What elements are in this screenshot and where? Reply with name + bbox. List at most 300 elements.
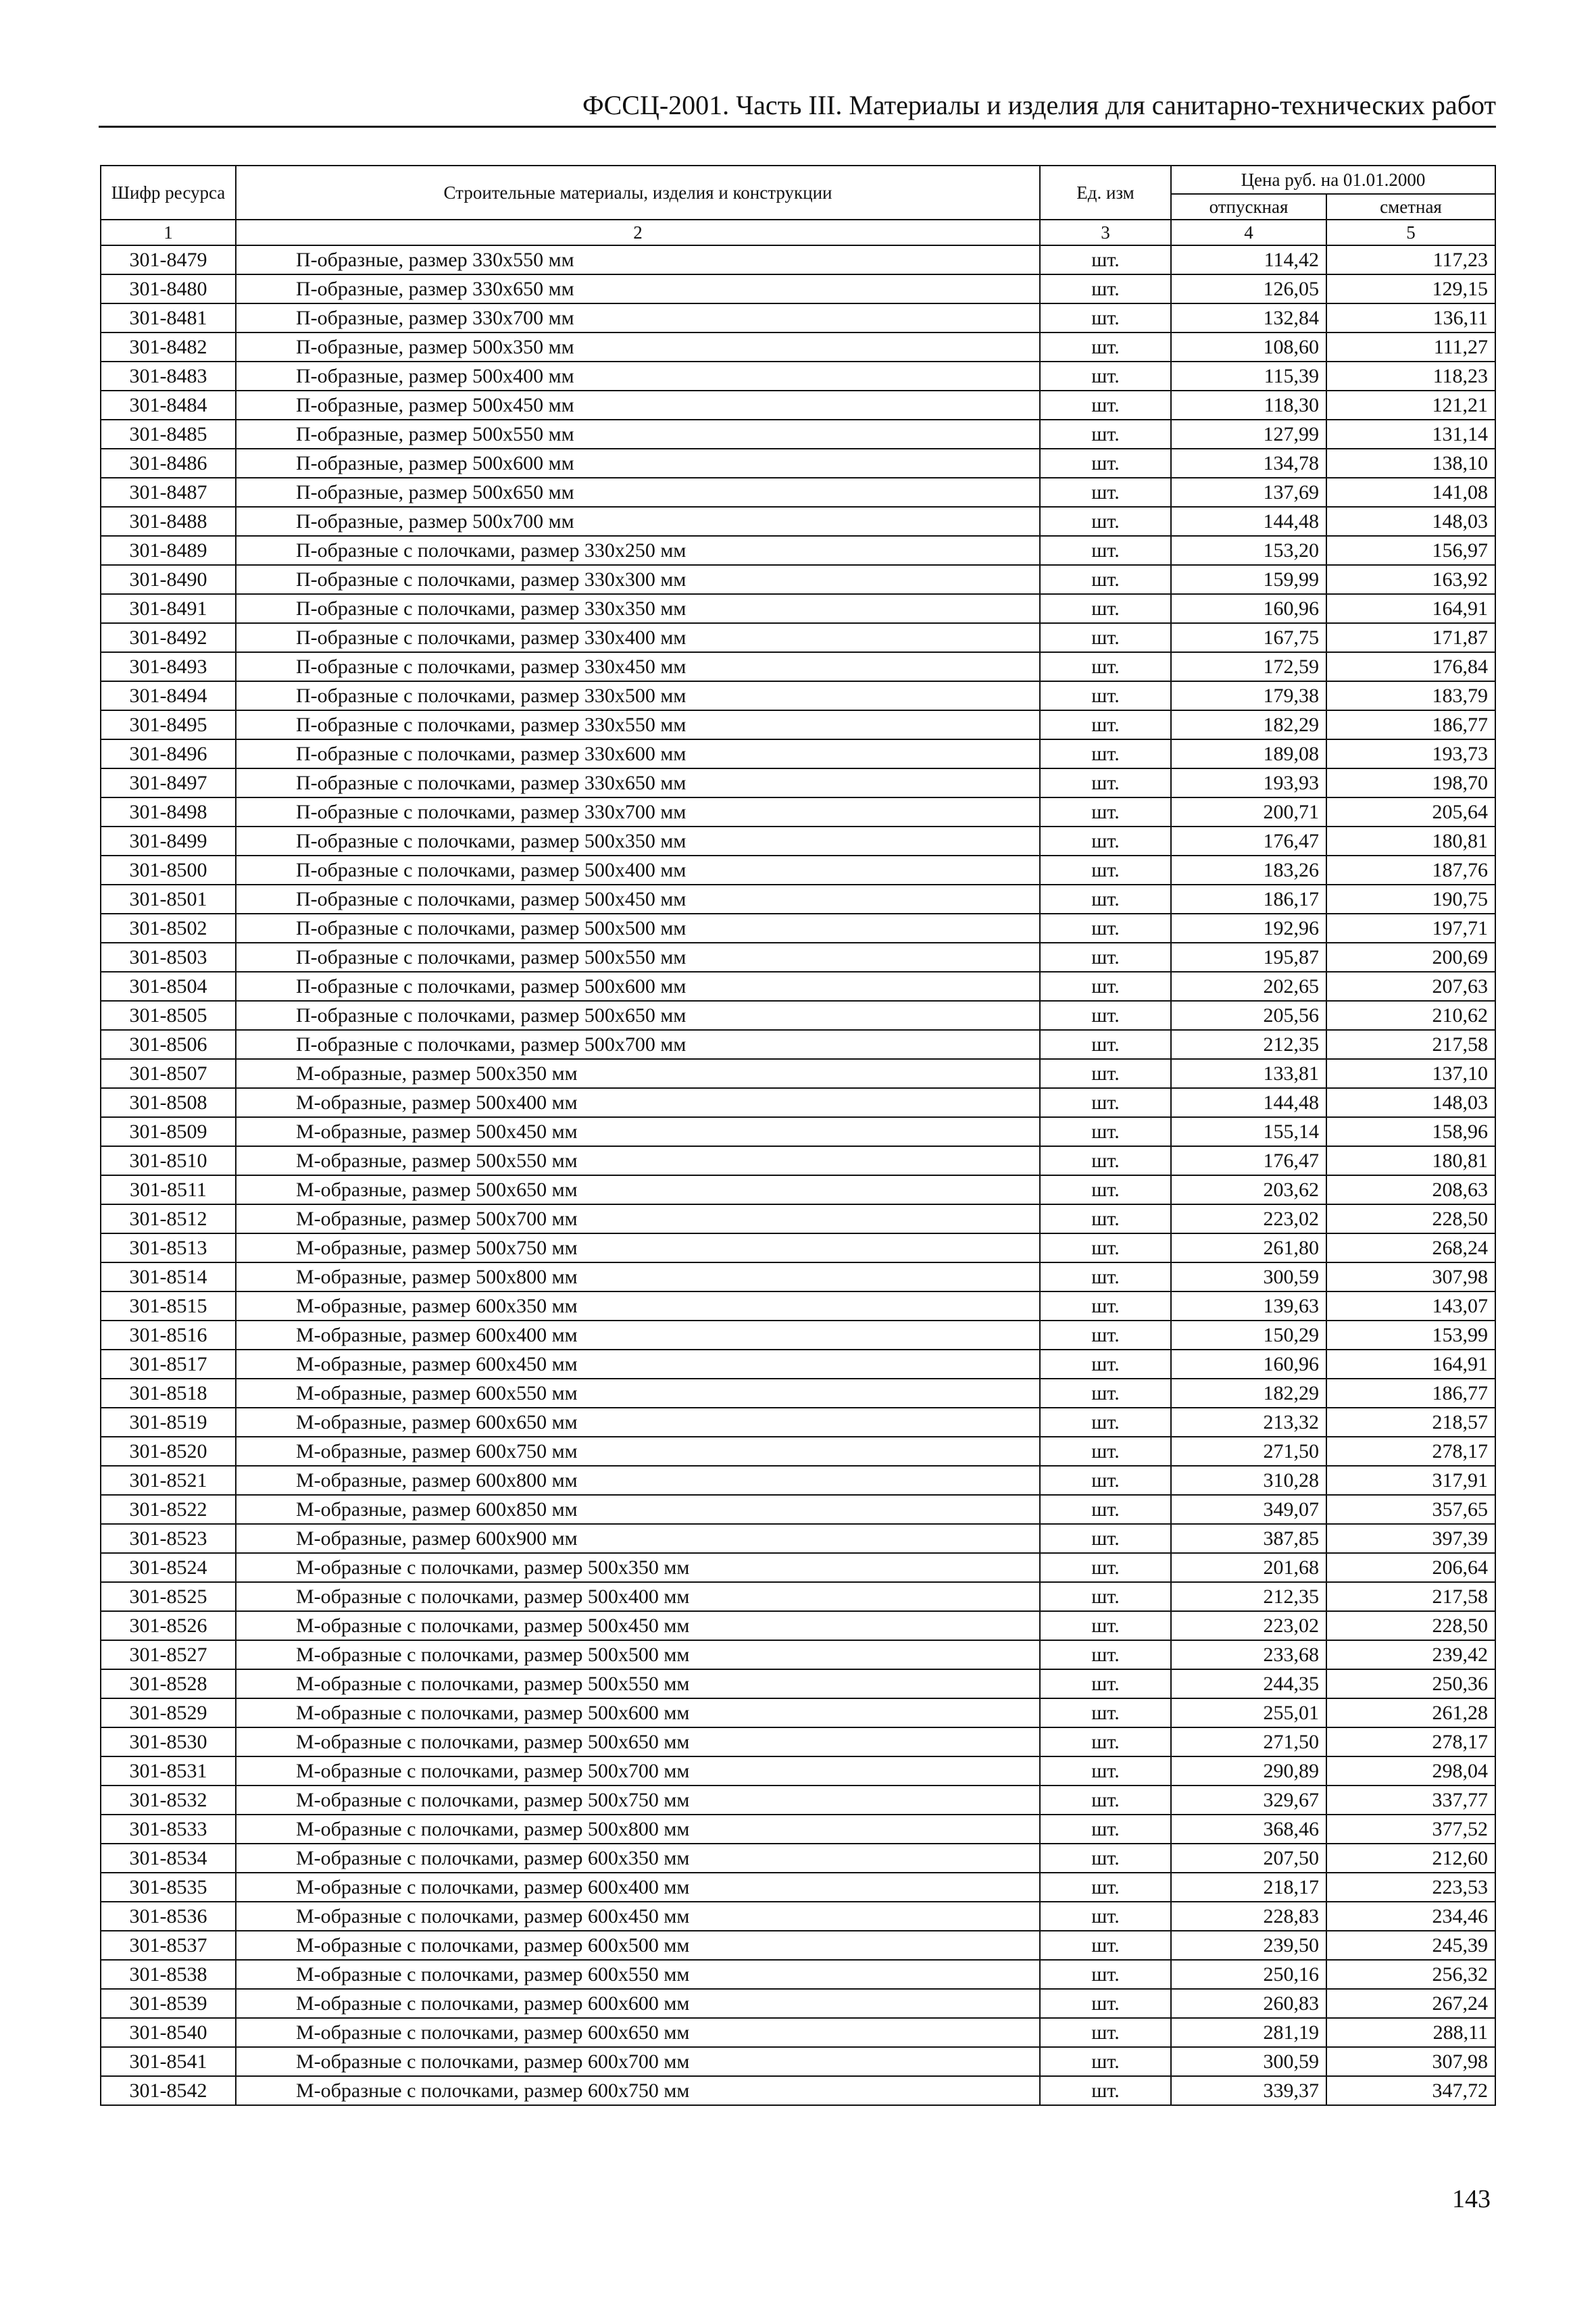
release-price-cell: 159,99 bbox=[1171, 565, 1326, 594]
release-price-cell: 137,69 bbox=[1171, 478, 1326, 507]
resource-code-cell: 301-8511 bbox=[101, 1175, 236, 1204]
resource-code-cell: 301-8519 bbox=[101, 1408, 236, 1437]
resource-code-cell: 301-8496 bbox=[101, 739, 236, 768]
header-unit: Ед. изм bbox=[1040, 166, 1171, 220]
unit-cell: шт. bbox=[1040, 362, 1171, 391]
estimate-price-cell: 268,24 bbox=[1326, 1233, 1495, 1262]
material-name-cell: П-образные с полочками, размер 330х450 мм bbox=[236, 652, 1040, 681]
unit-cell: шт. bbox=[1040, 1291, 1171, 1321]
estimate-price-cell: 111,27 bbox=[1326, 333, 1495, 362]
resource-code-cell: 301-8535 bbox=[101, 1873, 236, 1902]
estimate-price-cell: 217,58 bbox=[1326, 1582, 1495, 1611]
material-name-cell: П-образные, размер 330х550 мм bbox=[236, 245, 1040, 274]
unit-cell: шт. bbox=[1040, 1030, 1171, 1059]
material-name-cell: М-образные с полочками, размер 500х650 мм bbox=[236, 1727, 1040, 1756]
estimate-price-cell: 180,81 bbox=[1326, 827, 1495, 856]
table-row bbox=[101, 1466, 1495, 1495]
table-row bbox=[101, 856, 1495, 885]
release-price-cell: 329,67 bbox=[1171, 1786, 1326, 1815]
release-price-cell: 133,81 bbox=[1171, 1059, 1326, 1088]
unit-cell: шт. bbox=[1040, 1989, 1171, 2018]
table-row bbox=[101, 1698, 1495, 1727]
table-row bbox=[101, 1262, 1495, 1291]
table-row bbox=[101, 1350, 1495, 1379]
unit-cell: шт. bbox=[1040, 797, 1171, 827]
unit-cell: шт. bbox=[1040, 1466, 1171, 1495]
table-row bbox=[101, 681, 1495, 710]
table-header bbox=[101, 166, 1495, 245]
release-price-cell: 201,68 bbox=[1171, 1553, 1326, 1582]
release-price-cell: 182,29 bbox=[1171, 1379, 1326, 1408]
column-number-row bbox=[101, 220, 1495, 245]
estimate-price-cell: 148,03 bbox=[1326, 507, 1495, 536]
table-row bbox=[101, 1524, 1495, 1553]
release-price-cell: 176,47 bbox=[1171, 1146, 1326, 1175]
estimate-price-cell: 288,11 bbox=[1326, 2018, 1495, 2047]
material-name-cell: П-образные с полочками, размер 330х300 мм bbox=[236, 565, 1040, 594]
table-row bbox=[101, 1756, 1495, 1786]
column-number: 4 bbox=[1171, 220, 1326, 245]
resource-code-cell: 301-8483 bbox=[101, 362, 236, 391]
unit-cell: шт. bbox=[1040, 1379, 1171, 1408]
table-row bbox=[101, 1669, 1495, 1698]
material-name-cell: П-образные с полочками, размер 500х400 мм bbox=[236, 856, 1040, 885]
table-row bbox=[101, 1233, 1495, 1262]
resource-code-cell: 301-8531 bbox=[101, 1756, 236, 1786]
material-name-cell: М-образные, размер 600х650 мм bbox=[236, 1408, 1040, 1437]
resource-code-cell: 301-8537 bbox=[101, 1931, 236, 1960]
unit-cell: шт. bbox=[1040, 1582, 1171, 1611]
release-price-cell: 160,96 bbox=[1171, 1350, 1326, 1379]
release-price-cell: 134,78 bbox=[1171, 449, 1326, 478]
table-row bbox=[101, 303, 1495, 333]
header-price-release: отпускная bbox=[1171, 194, 1326, 220]
release-price-cell: 260,83 bbox=[1171, 1989, 1326, 2018]
resource-code-cell: 301-8523 bbox=[101, 1524, 236, 1553]
resource-code-cell: 301-8520 bbox=[101, 1437, 236, 1466]
resource-code-cell: 301-8503 bbox=[101, 943, 236, 972]
estimate-price-cell: 278,17 bbox=[1326, 1727, 1495, 1756]
table-row bbox=[101, 943, 1495, 972]
material-name-cell: М-образные, размер 500х650 мм bbox=[236, 1175, 1040, 1204]
unit-cell: шт. bbox=[1040, 1611, 1171, 1640]
material-name-cell: М-образные с полочками, размер 600х550 мм bbox=[236, 1960, 1040, 1989]
estimate-price-cell: 129,15 bbox=[1326, 274, 1495, 303]
estimate-price-cell: 163,92 bbox=[1326, 565, 1495, 594]
estimate-price-cell: 205,64 bbox=[1326, 797, 1495, 827]
unit-cell: шт. bbox=[1040, 1960, 1171, 1989]
material-name-cell: П-образные, размер 500х450 мм bbox=[236, 391, 1040, 420]
table-row bbox=[101, 1582, 1495, 1611]
resource-code-cell: 301-8489 bbox=[101, 536, 236, 565]
table-row bbox=[101, 1408, 1495, 1437]
unit-cell: шт. bbox=[1040, 536, 1171, 565]
table-row bbox=[101, 1059, 1495, 1088]
resource-code-cell: 301-8510 bbox=[101, 1146, 236, 1175]
estimate-price-cell: 141,08 bbox=[1326, 478, 1495, 507]
unit-cell: шт. bbox=[1040, 710, 1171, 739]
release-price-cell: 192,96 bbox=[1171, 914, 1326, 943]
release-price-cell: 114,42 bbox=[1171, 245, 1326, 274]
material-name-cell: М-образные с полочками, размер 600х700 мм bbox=[236, 2047, 1040, 2076]
material-name-cell: П-образные с полочками, размер 500х500 мм bbox=[236, 914, 1040, 943]
unit-cell: шт. bbox=[1040, 681, 1171, 710]
release-price-cell: 118,30 bbox=[1171, 391, 1326, 420]
unit-cell: шт. bbox=[1040, 1756, 1171, 1786]
material-name-cell: П-образные с полочками, размер 330х700 мм bbox=[236, 797, 1040, 827]
resource-code-cell: 301-8487 bbox=[101, 478, 236, 507]
resource-code-cell: 301-8532 bbox=[101, 1786, 236, 1815]
unit-cell: шт. bbox=[1040, 943, 1171, 972]
unit-cell: шт. bbox=[1040, 914, 1171, 943]
material-name-cell: П-образные, размер 330х650 мм bbox=[236, 274, 1040, 303]
material-name-cell: М-образные, размер 500х450 мм bbox=[236, 1117, 1040, 1146]
resource-code-cell: 301-8479 bbox=[101, 245, 236, 274]
resource-code-cell: 301-8512 bbox=[101, 1204, 236, 1233]
resource-code-cell: 301-8506 bbox=[101, 1030, 236, 1059]
estimate-price-cell: 223,53 bbox=[1326, 1873, 1495, 1902]
table-row bbox=[101, 1844, 1495, 1873]
unit-cell: шт. bbox=[1040, 768, 1171, 797]
estimate-price-cell: 256,32 bbox=[1326, 1960, 1495, 1989]
material-name-cell: П-образные с полочками, размер 330х550 мм bbox=[236, 710, 1040, 739]
release-price-cell: 182,29 bbox=[1171, 710, 1326, 739]
unit-cell: шт. bbox=[1040, 1088, 1171, 1117]
resource-code-cell: 301-8514 bbox=[101, 1262, 236, 1291]
material-name-cell: П-образные с полочками, размер 330х500 мм bbox=[236, 681, 1040, 710]
table-row bbox=[101, 1291, 1495, 1321]
estimate-price-cell: 228,50 bbox=[1326, 1204, 1495, 1233]
release-price-cell: 150,29 bbox=[1171, 1321, 1326, 1350]
material-name-cell: П-образные, размер 500х550 мм bbox=[236, 420, 1040, 449]
table-row bbox=[101, 1611, 1495, 1640]
resource-code-cell: 301-8521 bbox=[101, 1466, 236, 1495]
unit-cell: шт. bbox=[1040, 1437, 1171, 1466]
resource-code-cell: 301-8492 bbox=[101, 623, 236, 652]
resource-code-cell: 301-8482 bbox=[101, 333, 236, 362]
estimate-price-cell: 337,77 bbox=[1326, 1786, 1495, 1815]
material-name-cell: П-образные с полочками, размер 500х700 мм bbox=[236, 1030, 1040, 1059]
unit-cell: шт. bbox=[1040, 1001, 1171, 1030]
material-name-cell: П-образные с полочками, размер 330х600 мм bbox=[236, 739, 1040, 768]
estimate-price-cell: 210,62 bbox=[1326, 1001, 1495, 1030]
unit-cell: шт. bbox=[1040, 1204, 1171, 1233]
estimate-price-cell: 148,03 bbox=[1326, 1088, 1495, 1117]
resource-code-cell: 301-8516 bbox=[101, 1321, 236, 1350]
running-header: ФССЦ-2001. Часть III. Материалы и изделия для санитарно-технических работ bbox=[99, 88, 1496, 128]
resource-code-cell: 301-8518 bbox=[101, 1379, 236, 1408]
release-price-cell: 179,38 bbox=[1171, 681, 1326, 710]
table-row bbox=[101, 1437, 1495, 1466]
release-price-cell: 339,37 bbox=[1171, 2076, 1326, 2105]
estimate-price-cell: 228,50 bbox=[1326, 1611, 1495, 1640]
table-row bbox=[101, 797, 1495, 827]
column-number: 2 bbox=[236, 220, 1040, 245]
resource-code-cell: 301-8542 bbox=[101, 2076, 236, 2105]
unit-cell: шт. bbox=[1040, 449, 1171, 478]
table-row bbox=[101, 594, 1495, 623]
resource-code-cell: 301-8530 bbox=[101, 1727, 236, 1756]
material-name-cell: М-образные с полочками, размер 500х700 мм bbox=[236, 1756, 1040, 1786]
release-price-cell: 213,32 bbox=[1171, 1408, 1326, 1437]
resource-code-cell: 301-8507 bbox=[101, 1059, 236, 1088]
release-price-cell: 239,50 bbox=[1171, 1931, 1326, 1960]
release-price-cell: 144,48 bbox=[1171, 1088, 1326, 1117]
estimate-price-cell: 397,39 bbox=[1326, 1524, 1495, 1553]
estimate-price-cell: 307,98 bbox=[1326, 2047, 1495, 2076]
material-name-cell: П-образные с полочками, размер 330х350 мм bbox=[236, 594, 1040, 623]
table-row bbox=[101, 1030, 1495, 1059]
estimate-price-cell: 138,10 bbox=[1326, 449, 1495, 478]
table-row bbox=[101, 2018, 1495, 2047]
table-row bbox=[101, 449, 1495, 478]
resource-code-cell: 301-8495 bbox=[101, 710, 236, 739]
material-name-cell: М-образные с полочками, размер 600х750 мм bbox=[236, 2076, 1040, 2105]
resource-code-cell: 301-8509 bbox=[101, 1117, 236, 1146]
estimate-price-cell: 377,52 bbox=[1326, 1815, 1495, 1844]
material-name-cell: М-образные, размер 600х850 мм bbox=[236, 1495, 1040, 1524]
resource-code-cell: 301-8528 bbox=[101, 1669, 236, 1698]
release-price-cell: 203,62 bbox=[1171, 1175, 1326, 1204]
estimate-price-cell: 118,23 bbox=[1326, 362, 1495, 391]
estimate-price-cell: 206,64 bbox=[1326, 1553, 1495, 1582]
estimate-price-cell: 207,63 bbox=[1326, 972, 1495, 1001]
table-row bbox=[101, 1379, 1495, 1408]
unit-cell: шт. bbox=[1040, 1233, 1171, 1262]
release-price-cell: 228,83 bbox=[1171, 1902, 1326, 1931]
material-name-cell: П-образные с полочками, размер 500х350 мм bbox=[236, 827, 1040, 856]
unit-cell: шт. bbox=[1040, 1262, 1171, 1291]
table-row bbox=[101, 1989, 1495, 2018]
table-row bbox=[101, 1873, 1495, 1902]
table-row bbox=[101, 652, 1495, 681]
table-row bbox=[101, 710, 1495, 739]
resource-code-cell: 301-8534 bbox=[101, 1844, 236, 1873]
unit-cell: шт. bbox=[1040, 827, 1171, 856]
material-name-cell: М-образные, размер 500х350 мм bbox=[236, 1059, 1040, 1088]
release-price-cell: 368,46 bbox=[1171, 1815, 1326, 1844]
unit-cell: шт. bbox=[1040, 1844, 1171, 1873]
material-name-cell: П-образные, размер 500х400 мм bbox=[236, 362, 1040, 391]
table-body bbox=[101, 245, 1495, 2105]
resource-code-cell: 301-8484 bbox=[101, 391, 236, 420]
unit-cell: шт. bbox=[1040, 1059, 1171, 1088]
unit-cell: шт. bbox=[1040, 1321, 1171, 1350]
table-row bbox=[101, 768, 1495, 797]
resource-code-cell: 301-8526 bbox=[101, 1611, 236, 1640]
release-price-cell: 183,26 bbox=[1171, 856, 1326, 885]
material-name-cell: М-образные с полочками, размер 500х550 мм bbox=[236, 1669, 1040, 1698]
estimate-price-cell: 198,70 bbox=[1326, 768, 1495, 797]
table-row bbox=[101, 478, 1495, 507]
release-price-cell: 223,02 bbox=[1171, 1204, 1326, 1233]
estimate-price-cell: 176,84 bbox=[1326, 652, 1495, 681]
material-name-cell: М-образные с полочками, размер 500х600 мм bbox=[236, 1698, 1040, 1727]
material-name-cell: М-образные с полочками, размер 600х650 мм bbox=[236, 2018, 1040, 2047]
estimate-price-cell: 164,91 bbox=[1326, 594, 1495, 623]
price-table bbox=[100, 165, 1496, 2106]
release-price-cell: 300,59 bbox=[1171, 1262, 1326, 1291]
unit-cell: шт. bbox=[1040, 739, 1171, 768]
release-price-cell: 250,16 bbox=[1171, 1960, 1326, 1989]
unit-cell: шт. bbox=[1040, 1698, 1171, 1727]
material-name-cell: М-образные с полочками, размер 500х350 мм bbox=[236, 1553, 1040, 1582]
table-row bbox=[101, 972, 1495, 1001]
table-row bbox=[101, 739, 1495, 768]
release-price-cell: 115,39 bbox=[1171, 362, 1326, 391]
release-price-cell: 271,50 bbox=[1171, 1727, 1326, 1756]
estimate-price-cell: 153,99 bbox=[1326, 1321, 1495, 1350]
resource-code-cell: 301-8498 bbox=[101, 797, 236, 827]
resource-code-cell: 301-8505 bbox=[101, 1001, 236, 1030]
header-price-group: Цена руб. на 01.01.2000 bbox=[1171, 166, 1495, 194]
resource-code-cell: 301-8490 bbox=[101, 565, 236, 594]
resource-code-cell: 301-8536 bbox=[101, 1902, 236, 1931]
release-price-cell: 233,68 bbox=[1171, 1640, 1326, 1669]
estimate-price-cell: 186,77 bbox=[1326, 1379, 1495, 1408]
estimate-price-cell: 267,24 bbox=[1326, 1989, 1495, 2018]
estimate-price-cell: 307,98 bbox=[1326, 1262, 1495, 1291]
estimate-price-cell: 156,97 bbox=[1326, 536, 1495, 565]
material-name-cell: М-образные с полочками, размер 600х350 мм bbox=[236, 1844, 1040, 1873]
release-price-cell: 290,89 bbox=[1171, 1756, 1326, 1786]
material-name-cell: М-образные, размер 600х450 мм bbox=[236, 1350, 1040, 1379]
resource-code-cell: 301-8527 bbox=[101, 1640, 236, 1669]
release-price-cell: 310,28 bbox=[1171, 1466, 1326, 1495]
resource-code-cell: 301-8497 bbox=[101, 768, 236, 797]
release-price-cell: 195,87 bbox=[1171, 943, 1326, 972]
unit-cell: шт. bbox=[1040, 1146, 1171, 1175]
material-name-cell: М-образные, размер 600х400 мм bbox=[236, 1321, 1040, 1350]
resource-code-cell: 301-8522 bbox=[101, 1495, 236, 1524]
unit-cell: шт. bbox=[1040, 507, 1171, 536]
release-price-cell: 176,47 bbox=[1171, 827, 1326, 856]
estimate-price-cell: 347,72 bbox=[1326, 2076, 1495, 2105]
resource-code-cell: 301-8513 bbox=[101, 1233, 236, 1262]
table-row bbox=[101, 391, 1495, 420]
release-price-cell: 108,60 bbox=[1171, 333, 1326, 362]
table-row bbox=[101, 1001, 1495, 1030]
estimate-price-cell: 186,77 bbox=[1326, 710, 1495, 739]
table-row bbox=[101, 420, 1495, 449]
estimate-price-cell: 278,17 bbox=[1326, 1437, 1495, 1466]
unit-cell: шт. bbox=[1040, 1175, 1171, 1204]
estimate-price-cell: 187,76 bbox=[1326, 856, 1495, 885]
table-row bbox=[101, 1553, 1495, 1582]
table-row bbox=[101, 623, 1495, 652]
release-price-cell: 167,75 bbox=[1171, 623, 1326, 652]
estimate-price-cell: 197,71 bbox=[1326, 914, 1495, 943]
resource-code-cell: 301-8508 bbox=[101, 1088, 236, 1117]
material-name-cell: М-образные с полочками, размер 500х500 мм bbox=[236, 1640, 1040, 1669]
table-row bbox=[101, 2047, 1495, 2076]
resource-code-cell: 301-8500 bbox=[101, 856, 236, 885]
unit-cell: шт. bbox=[1040, 885, 1171, 914]
estimate-price-cell: 180,81 bbox=[1326, 1146, 1495, 1175]
table-row bbox=[101, 333, 1495, 362]
table-row bbox=[101, 565, 1495, 594]
release-price-cell: 223,02 bbox=[1171, 1611, 1326, 1640]
material-name-cell: М-образные, размер 600х900 мм bbox=[236, 1524, 1040, 1553]
unit-cell: шт. bbox=[1040, 1669, 1171, 1698]
resource-code-cell: 301-8499 bbox=[101, 827, 236, 856]
release-price-cell: 155,14 bbox=[1171, 1117, 1326, 1146]
table-row bbox=[101, 914, 1495, 943]
material-name-cell: М-образные, размер 500х400 мм bbox=[236, 1088, 1040, 1117]
estimate-price-cell: 164,91 bbox=[1326, 1350, 1495, 1379]
table-row bbox=[101, 1117, 1495, 1146]
table-row bbox=[101, 507, 1495, 536]
resource-code-cell: 301-8515 bbox=[101, 1291, 236, 1321]
release-price-cell: 127,99 bbox=[1171, 420, 1326, 449]
material-name-cell: М-образные, размер 500х750 мм bbox=[236, 1233, 1040, 1262]
unit-cell: шт. bbox=[1040, 245, 1171, 274]
resource-code-cell: 301-8494 bbox=[101, 681, 236, 710]
material-name-cell: М-образные с полочками, размер 600х500 мм bbox=[236, 1931, 1040, 1960]
estimate-price-cell: 158,96 bbox=[1326, 1117, 1495, 1146]
material-name-cell: П-образные, размер 500х600 мм bbox=[236, 449, 1040, 478]
resource-code-cell: 301-8517 bbox=[101, 1350, 236, 1379]
resource-code-cell: 301-8485 bbox=[101, 420, 236, 449]
page-number: 143 bbox=[1452, 2185, 1491, 2213]
release-price-cell: 139,63 bbox=[1171, 1291, 1326, 1321]
estimate-price-cell: 208,63 bbox=[1326, 1175, 1495, 1204]
material-name-cell: П-образные, размер 500х700 мм bbox=[236, 507, 1040, 536]
release-price-cell: 212,35 bbox=[1171, 1030, 1326, 1059]
estimate-price-cell: 190,75 bbox=[1326, 885, 1495, 914]
release-price-cell: 200,71 bbox=[1171, 797, 1326, 827]
unit-cell: шт. bbox=[1040, 2076, 1171, 2105]
material-name-cell: М-образные, размер 600х350 мм bbox=[236, 1291, 1040, 1321]
unit-cell: шт. bbox=[1040, 2047, 1171, 2076]
unit-cell: шт. bbox=[1040, 478, 1171, 507]
resource-code-cell: 301-8533 bbox=[101, 1815, 236, 1844]
release-price-cell: 186,17 bbox=[1171, 885, 1326, 914]
release-price-cell: 212,35 bbox=[1171, 1582, 1326, 1611]
release-price-cell: 153,20 bbox=[1171, 536, 1326, 565]
material-name-cell: П-образные с полочками, размер 500х450 мм bbox=[236, 885, 1040, 914]
estimate-price-cell: 131,14 bbox=[1326, 420, 1495, 449]
unit-cell: шт. bbox=[1040, 856, 1171, 885]
release-price-cell: 160,96 bbox=[1171, 594, 1326, 623]
table-row bbox=[101, 274, 1495, 303]
estimate-price-cell: 250,36 bbox=[1326, 1669, 1495, 1698]
material-name-cell: П-образные с полочками, размер 500х550 мм bbox=[236, 943, 1040, 972]
material-name-cell: П-образные, размер 330х700 мм bbox=[236, 303, 1040, 333]
material-name-cell: П-образные с полочками, размер 330х650 мм bbox=[236, 768, 1040, 797]
resource-code-cell: 301-8525 bbox=[101, 1582, 236, 1611]
unit-cell: шт. bbox=[1040, 1786, 1171, 1815]
material-name-cell: М-образные с полочками, размер 500х400 мм bbox=[236, 1582, 1040, 1611]
header-code: Шифр ресурса bbox=[101, 166, 236, 220]
table-row bbox=[101, 245, 1495, 274]
unit-cell: шт. bbox=[1040, 1902, 1171, 1931]
material-name-cell: М-образные с полочками, размер 600х600 мм bbox=[236, 1989, 1040, 2018]
release-price-cell: 126,05 bbox=[1171, 274, 1326, 303]
release-price-cell: 193,93 bbox=[1171, 768, 1326, 797]
estimate-price-cell: 143,07 bbox=[1326, 1291, 1495, 1321]
table-row bbox=[101, 1175, 1495, 1204]
table-row bbox=[101, 536, 1495, 565]
unit-cell: шт. bbox=[1040, 1495, 1171, 1524]
resource-code-cell: 301-8504 bbox=[101, 972, 236, 1001]
release-price-cell: 261,80 bbox=[1171, 1233, 1326, 1262]
estimate-price-cell: 298,04 bbox=[1326, 1756, 1495, 1786]
unit-cell: шт. bbox=[1040, 303, 1171, 333]
table-row bbox=[101, 1727, 1495, 1756]
table-row bbox=[101, 1146, 1495, 1175]
table-row bbox=[101, 1960, 1495, 1989]
